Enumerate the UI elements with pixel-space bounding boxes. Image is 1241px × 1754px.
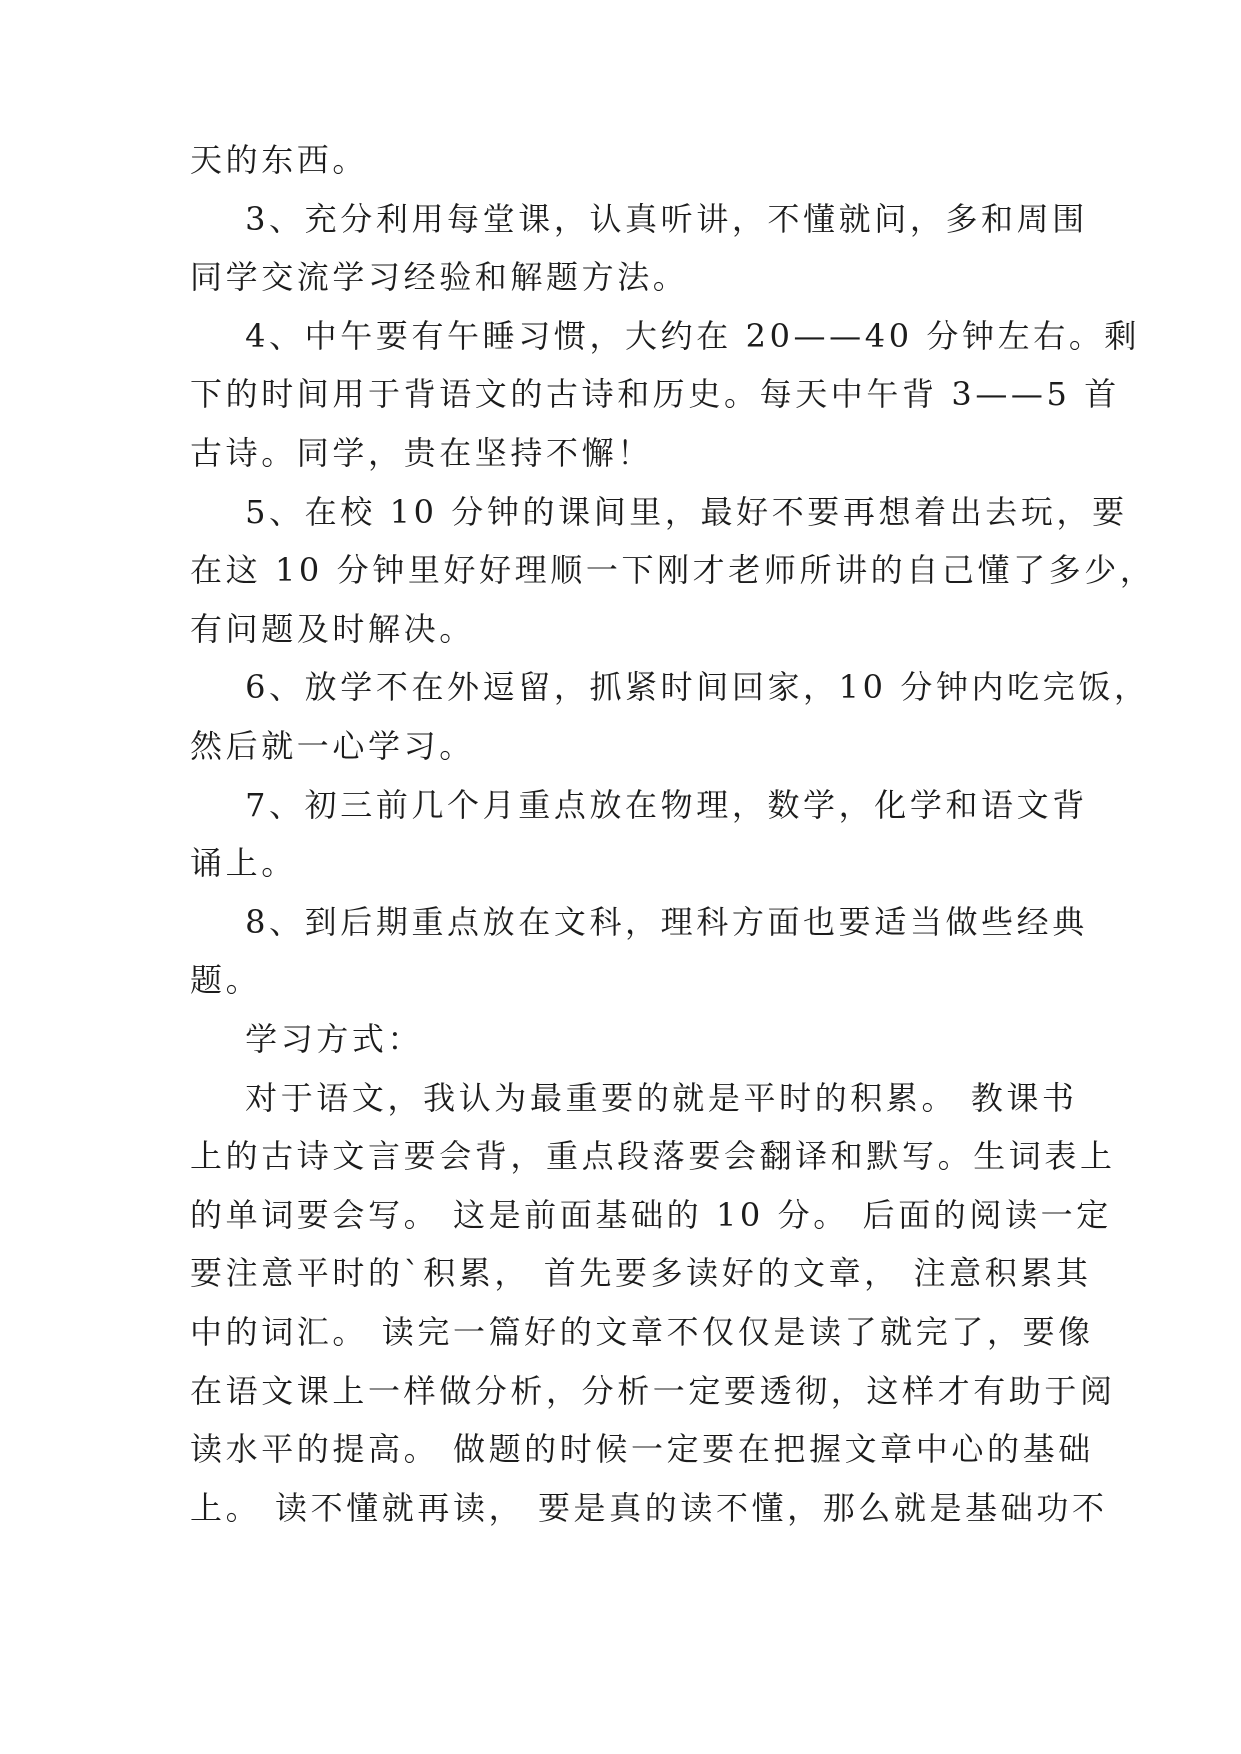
text-line: 同学交流学习经验和解题方法。	[190, 258, 689, 297]
text-line: 然后就一心学习。	[190, 727, 475, 765]
text-line: 中的词汇。 读完一篇好的文章不仅仅是读了就完了，要像	[190, 1313, 1094, 1351]
text-line: 上。 读不懂就再读， 要是真的读不懂，那么就是基础功不	[190, 1488, 1108, 1527]
text-line: 读水平的提高。 做题的时候一定要在把握文章中心的基础	[190, 1430, 1094, 1469]
text-line: 7、初三前几个月重点放在物理，数学，化学和语文背	[190, 785, 1088, 824]
text-line: 4、中午要有午睡习惯，大约在 20——40 分钟左右。剩	[190, 316, 1141, 355]
text-line: 上的古诗文言要会背，重点段落要会翻译和默写。生词表上	[190, 1137, 1116, 1176]
text-line: 题。	[190, 961, 262, 1000]
text-line: 诵上。	[190, 844, 297, 883]
text-line: 的单词要会写。 这是前面基础的 10 分。 后面的阅读一定	[190, 1195, 1112, 1234]
text-line: 8、到后期重点放在文科，理科方面也要适当做些经典	[190, 902, 1088, 941]
text-line: 3、充分利用每堂课，认真听讲，不懂就问，多和周围	[190, 199, 1088, 238]
text-line: 对于语文，我认为最重要的就是平时的积累。 教课书	[190, 1078, 1078, 1117]
text-line: 有问题及时解决。	[190, 609, 475, 648]
text-line: 6、放学不在外逗留，抓紧时间回家，10 分钟内吃完饭，	[190, 668, 1150, 707]
text-line: 下的时间用于背语文的古诗和历史。每天中午背 3——5 首	[190, 375, 1120, 414]
text-line: 5、在校 10 分钟的课间里，最好不要再想着出去玩，要	[190, 492, 1128, 531]
text-line: 要注意平时的`积累， 首先要多读好的文章， 注意积累其	[190, 1254, 1092, 1293]
text-line: 天的东西。	[190, 141, 369, 179]
text-line: 在语文课上一样做分析，分析一定要透彻，这样才有助于阅	[190, 1371, 1116, 1410]
text-line: 在这 10 分钟里好好理顺一下刚才老师所讲的自己懂了多少，	[190, 551, 1156, 590]
text-line: 古诗。同学，贵在坚持不懈！	[190, 434, 653, 472]
text-line: 学习方式：	[190, 1020, 424, 1058]
